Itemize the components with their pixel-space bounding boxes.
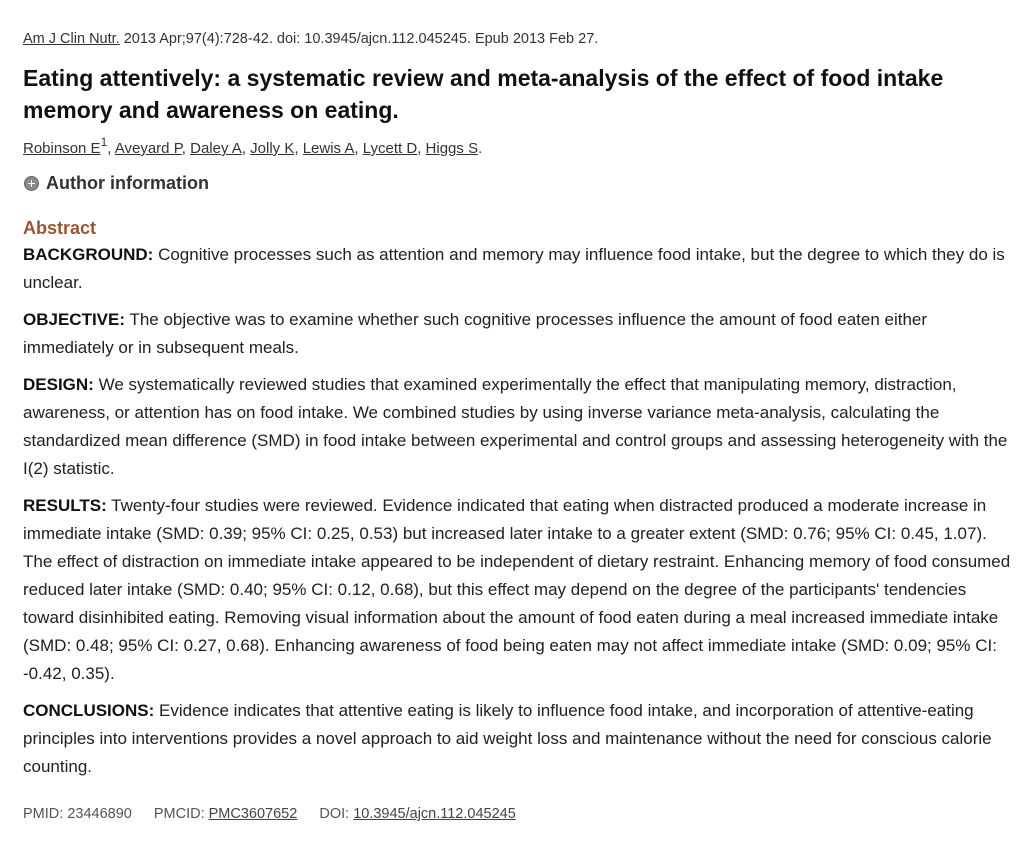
doi-link[interactable]: 10.3945/ajcn.112.045245 — [353, 806, 516, 822]
section-label: RESULTS: — [23, 496, 107, 515]
section-text: The objective was to examine whether such cognitive processes influence the amount of food eaten either immediately or in subsequent meals. — [23, 310, 928, 357]
section-text: Twenty-four studies were reviewed. Evidence indicated that eating when distracted produced a moderate increase in immediate intake (SMD: 0.39; 95% CI: 0.25, 0.53) but increased later intake to a greater extent (SMD: 0.76; 95% CI: 0.45, 1.07). The effect of distraction on immediate intake appeared to be independent of dietary restraint. Enhancing memory of food consumed reduced later intake (SMD: 0.40; 95% CI: 0.12, 0.68), but this effect may depend on the degree of the participants' tendencies toward disinhibited eating. Removing visual information about the amount of food eaten during a meal increased immediate intake (SMD: 0.48; 95% CI: 0.27, 0.68). Enhancing awareness of food being eaten may not affect immediate intake (SMD: 0.09; 95% CI: -0.42, 0.35). — [23, 496, 1011, 683]
section-text: Cognitive processes such as attention and memory may influence food intake, but the degree to which they do is unclear. — [23, 245, 1005, 292]
author-link[interactable]: Aveyard P — [114, 140, 182, 157]
author-link[interactable]: Daley A — [190, 140, 242, 157]
abstract-heading: Abstract — [23, 218, 97, 238]
abstract-section-design — [23, 371, 1013, 483]
pmcid-link[interactable]: PMC3607652 — [208, 806, 298, 822]
abstract-section-results — [23, 492, 1013, 688]
section-label: DESIGN: — [23, 375, 94, 394]
citation-details: 2013 Apr;97(4):728-42. doi: 10.3945/ajcn.112.045245. Epub 2013 Feb 27. — [123, 31, 599, 47]
section-label: OBJECTIVE: — [23, 310, 126, 329]
pmcid-label: PMCID: — [153, 806, 205, 822]
author-link[interactable]: Robinson E — [23, 140, 101, 157]
author-link[interactable]: Jolly K — [250, 140, 295, 157]
author-information-toggle[interactable] — [23, 171, 1013, 195]
section-text: Evidence indicates that attentive eating is likely to influence food intake, and incorporation of attentive-eating principles into interventions provides a novel approach to aid weight loss and maintenance without the need for conscious calorie counting. — [23, 701, 992, 776]
doi-group — [319, 806, 515, 822]
abstract-section-conclusions — [23, 697, 1013, 781]
citation-line — [23, 28, 1013, 50]
section-text: We systematically reviewed studies that examined experimentally the effect that manipulating memory, distraction, awareness, or attention has on food intake. We combined studies by using inverse variance meta-analysis, calculating the standardized mean difference (SMD) in food intake between experimental and control groups and assessing heterogeneity with the I(2) statistic. — [23, 375, 1008, 478]
doi-label: DOI: — [319, 806, 350, 822]
pmcid-group — [154, 806, 301, 822]
abstract-section-background — [23, 241, 1013, 297]
article-container — [23, 28, 1013, 825]
author-link[interactable]: Lycett D — [362, 140, 418, 157]
pmid-label: PMID: — [23, 806, 64, 822]
pmid-group — [23, 806, 136, 822]
section-label: CONCLUSIONS: — [23, 701, 155, 720]
article-title: Eating attentively: a systematic review and meta-analysis of the effect of food intake memory and awareness on eating. — [23, 65, 944, 123]
section-label: BACKGROUND: — [23, 245, 154, 264]
expand-plus-icon[interactable] — [24, 176, 39, 191]
author-affiliation-sup[interactable]: 1 — [100, 135, 108, 149]
author-link[interactable]: Higgs S — [425, 140, 479, 157]
journal-link[interactable]: Am J Clin Nutr. — [23, 31, 120, 47]
pmid-value: 23446890 — [67, 806, 132, 822]
abstract-section-objective — [23, 306, 1013, 362]
author-link[interactable]: Lewis A — [302, 140, 355, 157]
author-list: Robinson $E^1$, Aveyard P, Daley A, Jolly K, Lewis A, Lycett D, Higgs S. — [23, 135, 483, 157]
author-information-label: Author information — [46, 172, 209, 193]
identifier-line — [23, 803, 1013, 825]
